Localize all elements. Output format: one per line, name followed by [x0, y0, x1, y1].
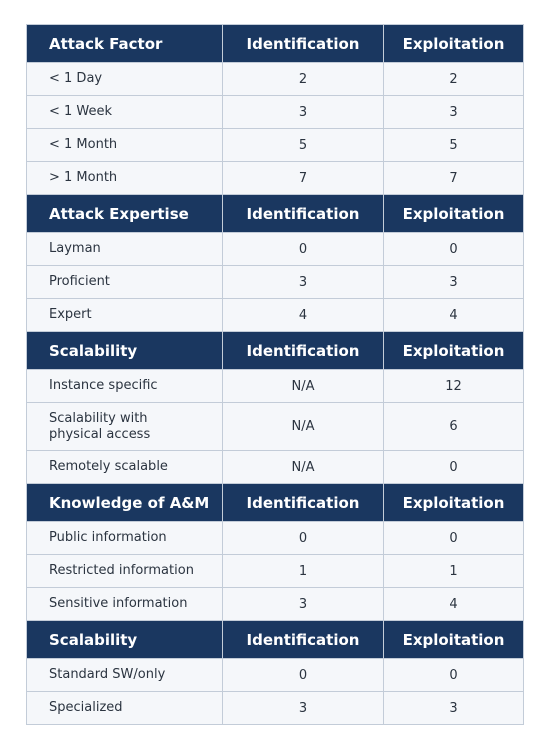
- exploitation-value: 0: [384, 451, 524, 484]
- identification-value: N/A: [223, 370, 384, 403]
- exploitation-value: 1: [384, 555, 524, 588]
- identification-value: 3: [223, 96, 384, 129]
- table-row: [27, 63, 524, 96]
- exploitation-value: 5: [384, 129, 524, 162]
- table-row: [27, 588, 524, 621]
- exploitation-value: 0: [384, 659, 524, 692]
- identification-value: 0: [223, 522, 384, 555]
- identification-value: 3: [223, 588, 384, 621]
- exploitation-value: 12: [384, 370, 524, 403]
- identification-column-header: Identification: [223, 484, 384, 522]
- row-label: Sensitive information: [27, 588, 223, 621]
- exploitation-value: 3: [384, 96, 524, 129]
- identification-value: 2: [223, 63, 384, 96]
- table-row: [27, 522, 524, 555]
- table-row: [27, 96, 524, 129]
- row-label: Scalability with physical access: [27, 403, 223, 451]
- table-row: [27, 233, 524, 266]
- identification-value: 3: [223, 692, 384, 725]
- attack-rating-table: [26, 24, 524, 725]
- section-header-row: [27, 195, 524, 233]
- row-label: > 1 Month: [27, 162, 223, 195]
- section-header-row: [27, 484, 524, 522]
- identification-value: 7: [223, 162, 384, 195]
- table-row: [27, 370, 524, 403]
- table-row: [27, 129, 524, 162]
- exploitation-value: 2: [384, 63, 524, 96]
- identification-value: 0: [223, 659, 384, 692]
- exploitation-column-header: Exploitation: [384, 195, 524, 233]
- identification-value: 5: [223, 129, 384, 162]
- row-label: Instance specific: [27, 370, 223, 403]
- table-row: [27, 266, 524, 299]
- row-label: < 1 Month: [27, 129, 223, 162]
- section-title: Scalability: [27, 621, 223, 659]
- identification-column-header: Identification: [223, 195, 384, 233]
- identification-column-header: Identification: [223, 25, 384, 63]
- table-row: [27, 692, 524, 725]
- table-row: [27, 162, 524, 195]
- table-row: [27, 299, 524, 332]
- identification-value: N/A: [223, 403, 384, 451]
- identification-column-header: Identification: [223, 621, 384, 659]
- identification-value: 3: [223, 266, 384, 299]
- identification-value: 1: [223, 555, 384, 588]
- section-title: Attack Factor: [27, 25, 223, 63]
- row-label: Restricted information: [27, 555, 223, 588]
- exploitation-value: 3: [384, 266, 524, 299]
- section-title: Scalability: [27, 332, 223, 370]
- table-row: [27, 555, 524, 588]
- table-row: [27, 451, 524, 484]
- row-label: Standard SW/only: [27, 659, 223, 692]
- identification-value: 4: [223, 299, 384, 332]
- exploitation-column-header: Exploitation: [384, 332, 524, 370]
- exploitation-column-header: Exploitation: [384, 621, 524, 659]
- row-label: Specialized: [27, 692, 223, 725]
- exploitation-value: 3: [384, 692, 524, 725]
- row-label: Remotely scalable: [27, 451, 223, 484]
- section-header-row: [27, 332, 524, 370]
- row-label: Public information: [27, 522, 223, 555]
- exploitation-value: 0: [384, 522, 524, 555]
- section-header-row: [27, 25, 524, 63]
- exploitation-value: 7: [384, 162, 524, 195]
- section-title: Attack Expertise: [27, 195, 223, 233]
- identification-value: N/A: [223, 451, 384, 484]
- row-label: < 1 Week: [27, 96, 223, 129]
- section-header-row: [27, 621, 524, 659]
- row-label: Proficient: [27, 266, 223, 299]
- row-label: Layman: [27, 233, 223, 266]
- exploitation-value: 0: [384, 233, 524, 266]
- row-label: Expert: [27, 299, 223, 332]
- exploitation-column-header: Exploitation: [384, 25, 524, 63]
- exploitation-value: 4: [384, 299, 524, 332]
- row-label: < 1 Day: [27, 63, 223, 96]
- exploitation-value: 6: [384, 403, 524, 451]
- exploitation-column-header: Exploitation: [384, 484, 524, 522]
- section-title: Knowledge of A&M: [27, 484, 223, 522]
- identification-value: 0: [223, 233, 384, 266]
- table-row: [27, 403, 524, 451]
- table-row: [27, 659, 524, 692]
- exploitation-value: 4: [384, 588, 524, 621]
- identification-column-header: Identification: [223, 332, 384, 370]
